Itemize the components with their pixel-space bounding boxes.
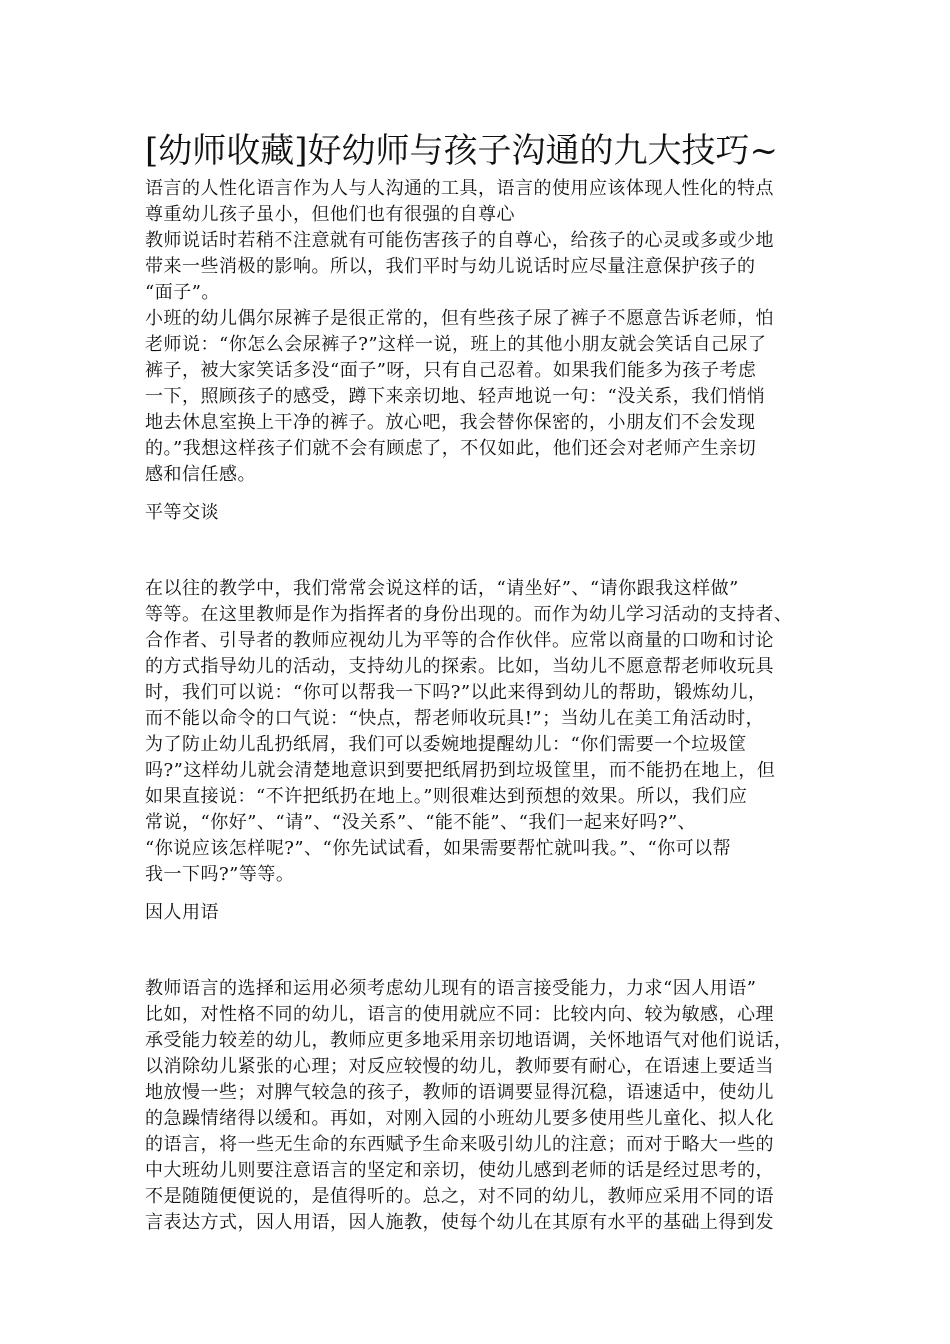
text-line: 老师说：“你怎么会尿裤子?”这样一说，班上的其他小朋友就会笑话自己尿了 [145, 334, 767, 355]
text-line: 时，我们可以说：“你可以帮我一下吗?”以此来得到幼儿的帮助，锻炼幼儿， [145, 682, 767, 703]
text-line: 教师说话时若稍不注意就有可能伤害孩子的自尊心，给孩子的心灵或多或少地 [145, 230, 774, 251]
text-line: 我一下吗?”等等。 [145, 864, 295, 885]
text-line: 的语言，将一些无生命的东西赋予生命来吸引幼儿的注意；而对于略大一些的 [145, 1134, 774, 1155]
text-line: 不是随随便便说的，是值得听的。总之，对不同的幼儿，教师应采用不同的语 [145, 1186, 774, 1207]
text-line: 承受能力较差的幼儿，教师应更多地采用亲切地语调，关怀地语气对他们说话， [145, 1030, 793, 1051]
text-line: 裤子，被大家笑话多没“面子”呀，只有自己忍着。如果我们能多为孩子考虑 [145, 360, 757, 381]
text-line: 如果直接说：“不许把纸扔在地上。”则很难达到预想的效果。所以，我们应 [145, 786, 748, 807]
text-line: “面子”。 [145, 282, 220, 303]
text-line: 教师语言的选择和运用必须考虑幼儿现有的语言接受能力，力求“因人用语” [145, 978, 757, 999]
text-line: 比如，对性格不同的幼儿，语言的使用就应不同：比较内向、较为敏感，心理 [145, 1004, 774, 1025]
text-line: 尊重幼儿孩子虽小，但他们也有很强的自尊心 [145, 204, 515, 225]
text-line: 合作者、引导者的教师应视幼儿为平等的合作伙伴。应常以商量的口吻和讨论 [145, 630, 774, 651]
text-line: 语言的人性化语言作为人与人沟通的工具，语言的使用应该体现人性化的特点 [145, 178, 774, 199]
text-line: 感和信任感。 [145, 464, 256, 485]
text-line: 的急躁情绪得以缓和。再如，对刚入园的小班幼儿要多使用些儿童化、拟人化 [145, 1108, 774, 1129]
text-line: 的方式指导幼儿的活动，支持幼儿的探索。比如，当幼儿不愿意帮老师收玩具 [145, 656, 774, 677]
text-line: 一下，照顾孩子的感受，蹲下来亲切地、轻声地说一句：“没关系，我们悄悄 [145, 386, 766, 407]
text-line: 中大班幼儿则要注意语言的坚定和亲切，使幼儿感到老师的话是经过思考的， [145, 1160, 774, 1181]
text-line: 言表达方式，因人用语，因人施教，使每个幼儿在其原有水平的基础上得到发 [145, 1212, 774, 1233]
text-line: 在以往的教学中，我们常常会说这样的话，“请坐好”、“请你跟我这样做” [145, 578, 739, 599]
text-line: “你说应该怎样呢?”、“你先试试看，如果需要帮忙就叫我。”、“你可以帮 [145, 838, 732, 859]
text-line: 以消除幼儿紧张的心理；对反应较慢的幼儿，教师要有耐心，在语速上要适当 [145, 1056, 774, 1077]
text-line: 常说，“你好”、“请”、“没关系”、“能不能”、“我们一起来好吗?”、 [145, 812, 697, 833]
text-line: 为了防止幼儿乱扔纸屑，我们可以委婉地提醒幼儿：“你们需要一个垃圾筐 [145, 734, 747, 755]
section-tailored-speech [145, 976, 807, 1236]
section-heading-equal-talk: 平等交谈 [145, 502, 219, 523]
intro-paragraph [145, 176, 807, 488]
text-line: 地放慢一些；对脾气较急的孩子，教师的语调要显得沉稳，语速适中，使幼儿 [145, 1082, 774, 1103]
document-title: [幼师收藏]好幼师与孩子沟通的九大技巧~ [145, 131, 779, 171]
text-line: 等等。在这里教师是作为指挥者的身份出现的。而作为幼儿学习活动的支持者、 [145, 604, 793, 625]
document-page [145, 126, 807, 1236]
text-line: 而不能以命令的口气说：“快点，帮老师收玩具!”；当幼儿在美工角活动时， [145, 708, 765, 729]
text-line: 的。”我想这样孩子们就不会有顾虑了，不仅如此，他们还会对老师产生亲切 [145, 438, 757, 459]
text-line: 地去休息室换上干净的裤子。放心吧，我会替你保密的，小朋友们不会发现 [145, 412, 756, 433]
text-line: 吗?”这样幼儿就会清楚地意识到要把纸屑扔到垃圾筐里，而不能扔在地上，但 [145, 760, 776, 781]
section-equal-talk [145, 576, 807, 888]
text-line: 小班的幼儿偶尔尿裤子是很正常的，但有些孩子尿了裤子不愿意告诉老师，怕 [145, 308, 774, 329]
section-heading-tailored-speech: 因人用语 [145, 902, 219, 923]
text-line: 带来一些消极的影响。所以，我们平时与幼儿说话时应尽量注意保护孩子的 [145, 256, 756, 277]
